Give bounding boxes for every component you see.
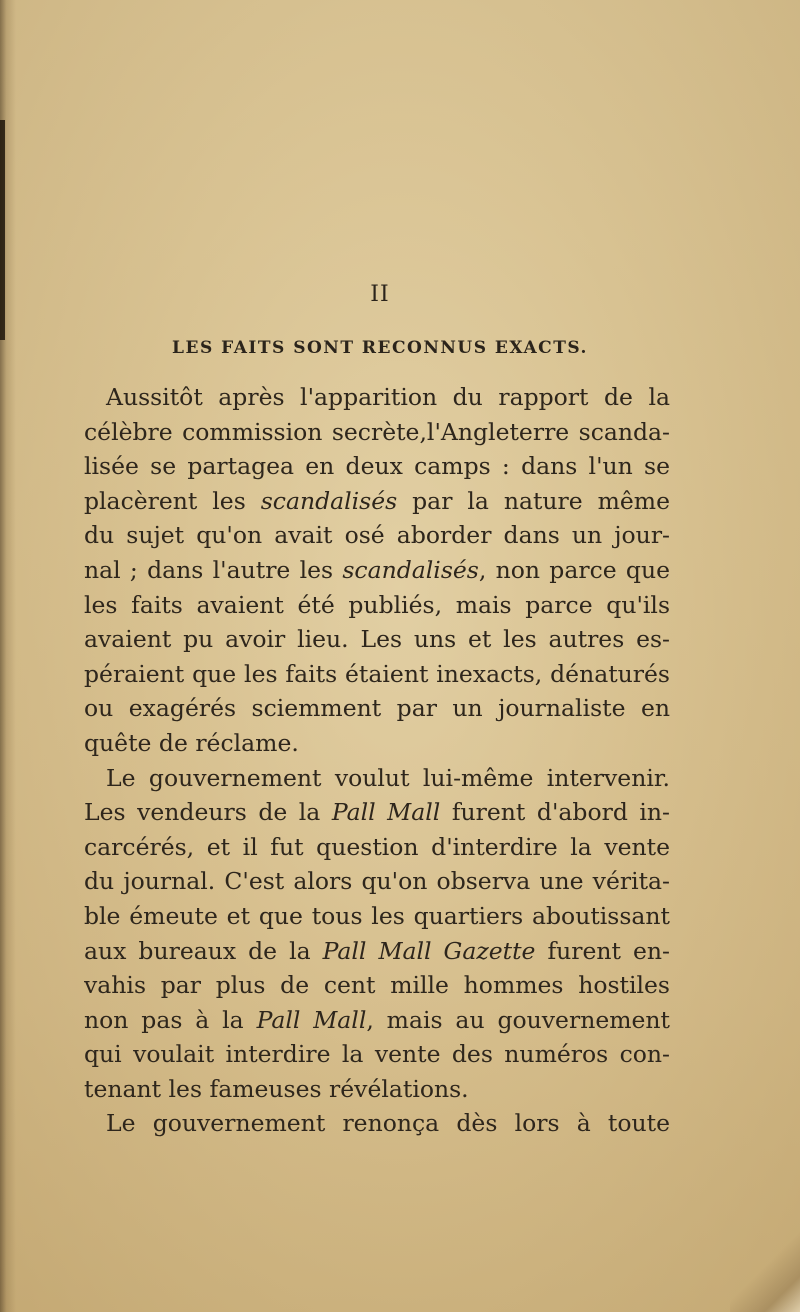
text-segment: , non parce que — [478, 555, 670, 584]
text-line — [84, 1072, 670, 1107]
chapter-number: II — [370, 282, 390, 307]
text-segment: Les vendeurs de la — [84, 798, 332, 827]
chapter-title: LES FAITS SONT RECONNUS EXACTS. — [172, 338, 588, 358]
text-segment: furent en- — [535, 936, 670, 965]
binding-edge-dark — [0, 120, 5, 340]
text-segment: vahis par plus de cent mille hommes hostiles — [84, 971, 670, 1000]
page-corner-fold — [730, 1202, 800, 1312]
text-segment: ou exagérés sciemment par un journaliste en — [84, 694, 670, 723]
text-segment: lisée se partagea en deux camps : dans l'un se — [84, 452, 670, 481]
text-segment: carcérés, et il fut question d'interdire la vente — [84, 832, 670, 861]
text-line — [84, 1037, 670, 1072]
text-line — [84, 899, 670, 934]
text-segment: tenant les fameuses révélations. — [84, 1074, 469, 1103]
text-segment: Le gouvernement voulut lui-même intervenir. — [106, 763, 670, 792]
text-line — [84, 518, 670, 553]
italic-text: Pall Mall — [256, 1005, 367, 1034]
text-segment: nal ; dans l'autre les — [84, 555, 343, 584]
text-segment: quête de réclame. — [84, 728, 299, 757]
text-line — [84, 622, 670, 657]
text-line — [84, 1003, 670, 1038]
text-segment: , mais au gouvernement — [366, 1005, 670, 1034]
text-line — [84, 968, 670, 1003]
text-segment: Le gouvernement renonça dès lors à toute — [106, 1109, 670, 1138]
text-segment: célèbre commission secrète,l'Angleterre scanda- — [84, 417, 670, 446]
text-segment: ble émeute et que tous les quartiers aboutissant — [84, 901, 670, 930]
text-segment: avaient pu avoir lieu. Les uns et les autres es- — [84, 625, 670, 654]
text-segment: furent d'abord in- — [440, 798, 670, 827]
text-line — [84, 934, 670, 969]
text-line — [84, 726, 670, 761]
text-line — [84, 864, 670, 899]
text-line — [84, 1106, 670, 1141]
text-segment: aux bureaux de la — [84, 936, 323, 965]
body-text — [84, 380, 670, 1141]
text-line — [84, 691, 670, 726]
text-segment: non pas à la — [84, 1005, 257, 1034]
text-line — [84, 795, 670, 830]
text-segment: les faits avaient été publiés, mais parce qu'ils — [84, 590, 670, 619]
text-line — [84, 830, 670, 865]
text-segment: placèrent les — [84, 486, 261, 515]
text-line — [84, 380, 670, 415]
text-line — [84, 415, 670, 450]
text-segment: du journal. C'est alors qu'on observa une vérita- — [84, 867, 670, 896]
italic-text: Pall Mall — [331, 798, 441, 827]
text-line — [84, 553, 670, 588]
italic-text: scandalisés — [342, 555, 479, 584]
text-segment: péraient que les faits étaient inexacts, dénaturés — [84, 659, 670, 688]
text-line — [84, 761, 670, 796]
text-segment: du sujet qu'on avait osé aborder dans un jour- — [84, 521, 670, 550]
text-line — [84, 484, 670, 519]
italic-text: scandalisés — [260, 486, 398, 515]
text-segment: qui voulait interdire la vente des numéros con- — [84, 1040, 670, 1069]
text-line — [84, 449, 670, 484]
text-line — [84, 657, 670, 692]
text-segment: par la nature même — [397, 486, 670, 515]
text-line — [84, 588, 670, 623]
text-segment: Aussitôt après l'apparition du rapport de la — [106, 383, 670, 411]
italic-text: Pall Mall Gazette — [322, 936, 536, 965]
